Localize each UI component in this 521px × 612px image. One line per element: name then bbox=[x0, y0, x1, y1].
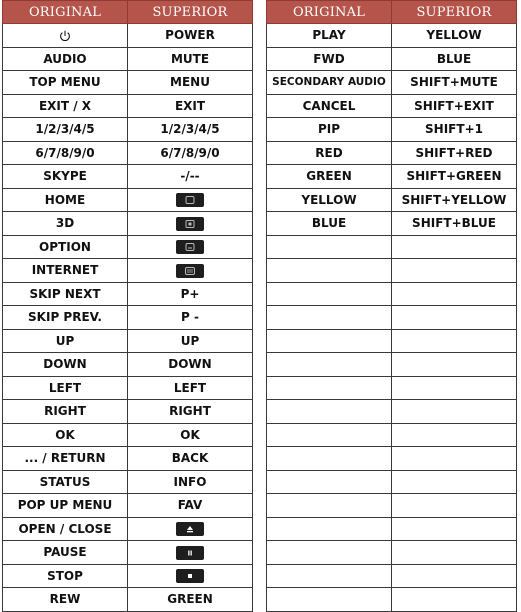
table-row bbox=[3, 118, 253, 142]
cell-original bbox=[267, 329, 392, 353]
cell-superior bbox=[392, 494, 517, 518]
cell-superior bbox=[128, 541, 253, 565]
table-row bbox=[267, 212, 517, 236]
cell-superior bbox=[128, 447, 253, 471]
superior-label: EXIT bbox=[174, 98, 206, 113]
cell-superior bbox=[128, 24, 253, 48]
cell-superior bbox=[128, 564, 253, 588]
original-label: CANCEL bbox=[302, 98, 356, 113]
table-row bbox=[3, 541, 253, 565]
cell-superior bbox=[128, 588, 253, 612]
3d-key-icon bbox=[176, 217, 204, 231]
table-row bbox=[267, 400, 517, 424]
original-label: REW bbox=[49, 592, 81, 607]
cell-superior bbox=[392, 141, 517, 165]
original-label: LEFT bbox=[48, 380, 82, 395]
original-label: EXIT / X bbox=[38, 98, 92, 113]
original-label: FWD bbox=[313, 51, 345, 66]
table-row bbox=[3, 188, 253, 212]
original-label: GREEN bbox=[306, 169, 352, 184]
cell-original bbox=[3, 423, 128, 447]
cell-original bbox=[3, 447, 128, 471]
original-label: SKIP NEXT bbox=[29, 286, 101, 301]
cell-superior bbox=[128, 470, 253, 494]
cell-original bbox=[3, 282, 128, 306]
superior-label: YELLOW bbox=[426, 28, 482, 43]
cell-superior bbox=[392, 517, 517, 541]
original-label: 1/2/3/4/5 bbox=[35, 122, 95, 137]
cell-superior bbox=[128, 517, 253, 541]
table-row bbox=[267, 329, 517, 353]
superior-label: SHIFT+BLUE bbox=[412, 216, 496, 231]
right-mapping-table bbox=[266, 0, 517, 612]
table-row bbox=[267, 118, 517, 142]
table-row bbox=[3, 71, 253, 95]
table-row bbox=[267, 306, 517, 330]
table-row bbox=[3, 141, 253, 165]
cell-original bbox=[267, 118, 392, 142]
cell-original bbox=[267, 282, 392, 306]
cell-superior bbox=[128, 47, 253, 71]
cell-original bbox=[267, 235, 392, 259]
left-mapping-table bbox=[2, 0, 253, 612]
cell-superior bbox=[128, 494, 253, 518]
original-label: RED bbox=[315, 145, 343, 160]
superior-label: POWER bbox=[165, 28, 215, 43]
eject-key-icon bbox=[176, 522, 204, 536]
power-icon bbox=[58, 28, 72, 42]
superior-label: 6/7/8/9/0 bbox=[160, 145, 220, 160]
header-row bbox=[3, 1, 253, 24]
cell-original bbox=[267, 71, 392, 95]
cell-superior bbox=[392, 376, 517, 400]
table-row bbox=[3, 212, 253, 236]
original-label: TOP MENU bbox=[29, 75, 101, 90]
cell-superior bbox=[392, 306, 517, 330]
cell-original bbox=[267, 212, 392, 236]
original-label: ... / RETURN bbox=[24, 451, 106, 466]
cell-original bbox=[267, 141, 392, 165]
cell-superior bbox=[392, 24, 517, 48]
table-row bbox=[3, 165, 253, 189]
cell-superior bbox=[392, 447, 517, 471]
cell-superior bbox=[128, 400, 253, 424]
header-superior: SUPERIOR bbox=[128, 1, 253, 24]
table-row bbox=[267, 447, 517, 471]
table-row bbox=[3, 24, 253, 48]
cell-superior bbox=[128, 165, 253, 189]
cell-original bbox=[3, 71, 128, 95]
table-row bbox=[267, 470, 517, 494]
cell-original bbox=[267, 47, 392, 71]
option-key-icon bbox=[176, 240, 204, 254]
superior-label: BACK bbox=[171, 451, 209, 466]
superior-label: P - bbox=[181, 310, 199, 325]
table-row bbox=[267, 235, 517, 259]
table-row bbox=[3, 259, 253, 283]
cell-original bbox=[3, 235, 128, 259]
cell-original bbox=[3, 470, 128, 494]
table-row bbox=[3, 517, 253, 541]
superior-label: SHIFT+YELLOW bbox=[401, 192, 507, 207]
cell-superior bbox=[128, 376, 253, 400]
superior-label: SHIFT+RED bbox=[415, 145, 493, 160]
cell-original bbox=[3, 329, 128, 353]
cell-superior bbox=[128, 353, 253, 377]
header-original: ORIGINAL bbox=[3, 1, 128, 24]
superior-label: SHIFT+GREEN bbox=[406, 169, 502, 184]
internet-key-icon bbox=[176, 264, 204, 278]
superior-label: 1/2/3/4/5 bbox=[160, 122, 220, 137]
table-row bbox=[267, 517, 517, 541]
superior-label: P+ bbox=[180, 286, 200, 301]
pause-key-icon bbox=[176, 546, 204, 560]
cell-original bbox=[3, 400, 128, 424]
table-row bbox=[267, 47, 517, 71]
original-label: RIGHT bbox=[44, 404, 86, 419]
cell-superior bbox=[128, 118, 253, 142]
superior-label: RIGHT bbox=[169, 404, 211, 419]
table-row bbox=[3, 306, 253, 330]
cell-original bbox=[267, 447, 392, 471]
cell-superior bbox=[392, 400, 517, 424]
cell-superior bbox=[392, 588, 517, 612]
original-label: SKIP PREV. bbox=[28, 310, 102, 325]
cell-original bbox=[3, 517, 128, 541]
cell-original bbox=[3, 141, 128, 165]
cell-original bbox=[267, 188, 392, 212]
stop-key-icon bbox=[176, 569, 204, 583]
cell-superior bbox=[392, 165, 517, 189]
right-table-body bbox=[267, 24, 517, 612]
superior-label: MUTE bbox=[170, 51, 210, 66]
cell-superior bbox=[128, 282, 253, 306]
table-row bbox=[267, 541, 517, 565]
cell-original bbox=[267, 376, 392, 400]
original-label: BLUE bbox=[311, 216, 347, 231]
cell-original bbox=[3, 306, 128, 330]
cell-original bbox=[3, 24, 128, 48]
cell-original bbox=[267, 517, 392, 541]
superior-label: DOWN bbox=[168, 357, 212, 372]
superior-label: BLUE bbox=[436, 51, 472, 66]
cell-original bbox=[267, 470, 392, 494]
table-row bbox=[3, 564, 253, 588]
cell-original bbox=[267, 94, 392, 118]
original-label: AUDIO bbox=[43, 51, 87, 66]
table-row bbox=[3, 329, 253, 353]
cell-superior bbox=[392, 423, 517, 447]
cell-superior bbox=[128, 212, 253, 236]
table-row bbox=[267, 24, 517, 48]
table-row bbox=[267, 494, 517, 518]
cell-superior bbox=[392, 282, 517, 306]
cell-superior bbox=[392, 329, 517, 353]
original-label: HOME bbox=[44, 192, 86, 207]
superior-label: INFO bbox=[173, 474, 207, 489]
cell-superior bbox=[128, 188, 253, 212]
superior-label: SHIFT+MUTE bbox=[410, 75, 498, 90]
original-label: OPTION bbox=[39, 239, 91, 254]
cell-superior bbox=[392, 188, 517, 212]
cell-superior bbox=[392, 47, 517, 71]
cell-superior bbox=[392, 353, 517, 377]
table-row bbox=[3, 47, 253, 71]
superior-label: UP bbox=[180, 333, 200, 348]
cell-original bbox=[267, 24, 392, 48]
cell-original bbox=[3, 588, 128, 612]
cell-original bbox=[267, 494, 392, 518]
cell-original bbox=[3, 564, 128, 588]
superior-label: FAV bbox=[177, 498, 203, 513]
original-label: DOWN bbox=[43, 357, 87, 372]
cell-superior bbox=[128, 329, 253, 353]
table-row bbox=[267, 282, 517, 306]
cell-superior bbox=[392, 235, 517, 259]
cell-original bbox=[267, 259, 392, 283]
table-row bbox=[267, 564, 517, 588]
table-row bbox=[267, 376, 517, 400]
table-row bbox=[267, 165, 517, 189]
superior-label: MENU bbox=[170, 75, 210, 90]
table-row bbox=[267, 141, 517, 165]
original-label: PAUSE bbox=[43, 545, 87, 560]
cell-original bbox=[3, 494, 128, 518]
header-superior: SUPERIOR bbox=[392, 1, 517, 24]
table-row bbox=[3, 376, 253, 400]
table-row bbox=[267, 188, 517, 212]
left-table-body bbox=[3, 24, 253, 612]
cell-original bbox=[3, 94, 128, 118]
cell-superior bbox=[392, 259, 517, 283]
cell-superior bbox=[392, 71, 517, 95]
cell-superior bbox=[128, 423, 253, 447]
cell-superior bbox=[392, 564, 517, 588]
table-row bbox=[267, 588, 517, 612]
table-row bbox=[3, 470, 253, 494]
cell-original bbox=[3, 353, 128, 377]
original-label: PIP bbox=[317, 122, 341, 137]
cell-original bbox=[3, 212, 128, 236]
table-row bbox=[3, 235, 253, 259]
table-row bbox=[267, 423, 517, 447]
table-row bbox=[3, 94, 253, 118]
original-label: SECONDARY AUDIO bbox=[272, 76, 386, 89]
cell-original bbox=[267, 353, 392, 377]
table-row bbox=[3, 447, 253, 471]
cell-superior bbox=[392, 118, 517, 142]
superior-label: OK bbox=[180, 427, 200, 442]
cell-original bbox=[267, 165, 392, 189]
table-row bbox=[267, 94, 517, 118]
cell-original bbox=[3, 118, 128, 142]
home-key-icon bbox=[176, 193, 204, 207]
original-label: 3D bbox=[55, 216, 75, 231]
table-row bbox=[267, 259, 517, 283]
header-original: ORIGINAL bbox=[267, 1, 392, 24]
cell-original bbox=[3, 376, 128, 400]
table-row bbox=[3, 588, 253, 612]
superior-label: -/-- bbox=[180, 169, 200, 184]
header-row bbox=[267, 1, 517, 24]
original-label: STATUS bbox=[39, 474, 91, 489]
cell-original bbox=[3, 541, 128, 565]
table-row bbox=[3, 400, 253, 424]
table-row bbox=[3, 282, 253, 306]
cell-original bbox=[267, 588, 392, 612]
table-row bbox=[267, 71, 517, 95]
cell-superior bbox=[392, 541, 517, 565]
cell-superior bbox=[392, 470, 517, 494]
cell-superior bbox=[128, 259, 253, 283]
cell-superior bbox=[128, 94, 253, 118]
original-label: POP UP MENU bbox=[17, 498, 113, 513]
original-label: YELLOW bbox=[301, 192, 357, 207]
cell-original bbox=[3, 259, 128, 283]
original-label: UP bbox=[55, 333, 75, 348]
original-label: 6/7/8/9/0 bbox=[35, 145, 95, 160]
original-label: SKYPE bbox=[43, 169, 87, 184]
original-label: INTERNET bbox=[31, 263, 99, 278]
table-row bbox=[3, 423, 253, 447]
superior-label: SHIFT+EXIT bbox=[414, 98, 494, 113]
cell-superior bbox=[392, 212, 517, 236]
superior-label: GREEN bbox=[167, 592, 213, 607]
cell-original bbox=[267, 423, 392, 447]
cell-original bbox=[3, 165, 128, 189]
cell-original bbox=[267, 400, 392, 424]
cell-superior bbox=[128, 306, 253, 330]
superior-label: LEFT bbox=[173, 380, 207, 395]
original-label: STOP bbox=[47, 568, 83, 583]
cell-superior bbox=[392, 94, 517, 118]
original-label: OPEN / CLOSE bbox=[18, 521, 112, 536]
original-label: PLAY bbox=[312, 28, 346, 43]
cell-superior bbox=[128, 71, 253, 95]
table-row bbox=[3, 494, 253, 518]
cell-superior bbox=[128, 235, 253, 259]
superior-label: SHIFT+1 bbox=[425, 122, 483, 137]
original-label: OK bbox=[55, 427, 75, 442]
cell-original bbox=[267, 564, 392, 588]
table-row bbox=[267, 353, 517, 377]
cell-superior bbox=[128, 141, 253, 165]
table-row bbox=[3, 353, 253, 377]
cell-original bbox=[3, 47, 128, 71]
cell-original bbox=[3, 188, 128, 212]
cell-original bbox=[267, 541, 392, 565]
cell-original bbox=[267, 306, 392, 330]
